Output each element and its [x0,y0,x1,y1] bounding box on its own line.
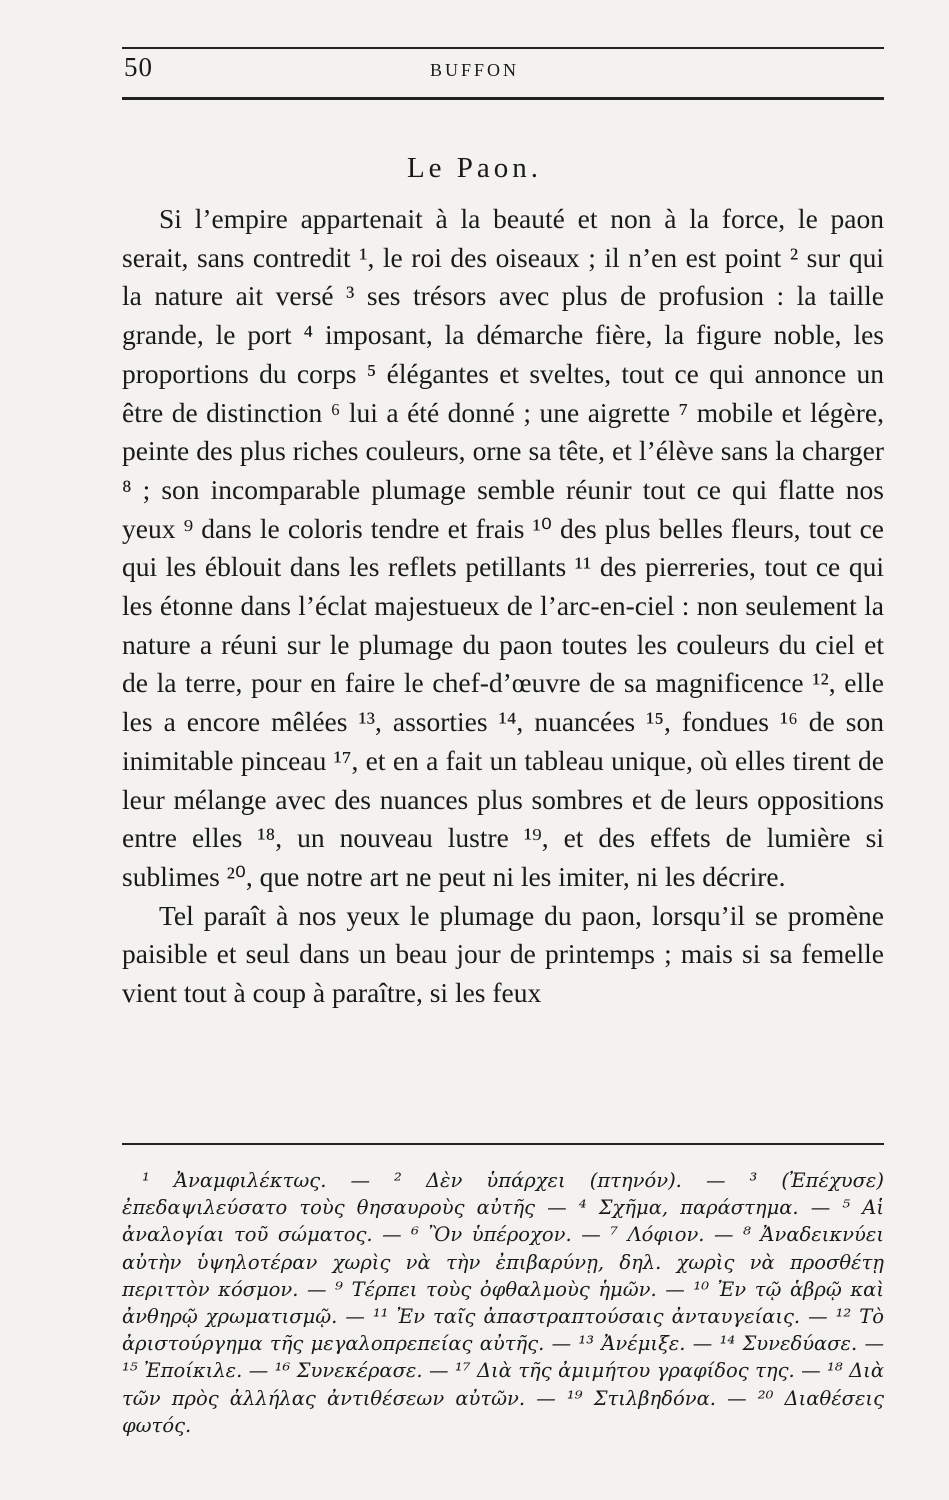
footnotes [122,1167,884,1439]
main-text [122,200,884,1013]
footnotes-text: ¹ Ἀναμφιλέκτως. — ² Δὲν ὑπάρχει (πτηνόν). — ³ (Ἐπέχυσε) ἐπεδαψιλεύσατο τοὺς θησαυροὺς αὐτῆς — ⁴ Σχῆμα, παράστημα. — ⁵ Αἱ ἀναλογίαι τοῦ σώματος. — ⁶ Ὂν ὑπέροχον. — ⁷ Λόφιον. — ⁸ Ἀναδεικνύει αὐτὴν ὑψηλοτέραν χωρὶς νὰ τὴν ἐπιβαρύνῃ, δηλ. χωρὶς νὰ προσθέτῃ περιττὸν κόσμον. — ⁹ Τέρπει τοὺς ὀφθαλμοὺς ἡμῶν. — ¹⁰ Ἐν τῷ ἁβρῷ καὶ ἀνθηρῷ χρωματισμῷ. — ¹¹ Ἐν ταῖς ἀπαστραπτούσαις ἀνταυγείαις. — ¹² Τὸ ἀριστούργημα τῆς μεγαλοπρεπείας αὐτῆς. — ¹³ Ἀνέμιξε. — ¹⁴ Συνεδύασε. — ¹⁵ Ἐποίκιλε. — ¹⁶ Συνεκέρασε. — ¹⁷ Διὰ τῆς ἀμιμήτου γραφίδος της. — ¹⁸ Διὰ τῶν πρὸς ἀλλήλας ἀντιθέσεων αὐτῶν. — ¹⁹ Στιλβηδόνα. — ²⁰ Διαθέσεις φωτός. [122,1169,884,1437]
paragraph: Si l’empire appartenait à la beauté et non à la force, le paon serait, sans contredit ¹, le roi des oiseaux ; il n’en est point ² sur qui la nature ait versé ³ ses trésors avec plus de profusion : la taille grande, le port ⁴ imposant, la démarche fière, la figure noble, les proportions du corps ⁵ élégantes et sveltes, tout ce qui annonce un être de distinction ⁶ lui a été donné ; une aigrette ⁷ mobile et légère, peinte des plus riches couleurs, orne sa tête, et l’élève sans la charger ⁸ ; son incomparable plumage semble réunir tout ce qui flatte nos yeux ⁹ dans le coloris tendre et frais ¹⁰ des plus belles fleurs, tout ce qui les éblouit dans les reflets petillants ¹¹ des pierreries, tout ce qui les étonne dans l’éclat majestueux de l’arc-en-ciel : non seulement la nature a réuni sur le plumage du paon toutes les couleurs du ciel et de la terre, pour en faire le chef-d’œuvre de sa magnificence ¹², elle les a encore mêlées ¹³, assorties ¹⁴, nuancées ¹⁵, fondues ¹⁶ de son inimitable pinceau ¹⁷, et en a fait un tableau unique, où elles tirent de leur mélange avec des nuances plus sombres et de leurs oppositions entre elles ¹⁸, un nouveau lustre ¹⁹, et des effets de lumière si sublimes ²⁰, que notre art ne peut ni les imiter, ni les décrire. [122,203,884,892]
paragraph: Tel paraît à nos yeux le plumage du paon, lorsqu’il se promène paisible et seul dans un beau jour de printemps ; mais si sa femelle vient tout à coup à paraître, si les feux [122,899,884,1009]
page-number: 50 [124,52,153,82]
chapter-title: Le Paon. [406,152,543,184]
footnote-rule [122,1143,884,1145]
running-head: BUFFON [429,60,520,80]
header-top-rule [122,47,884,49]
header-bottom-rule [122,97,884,100]
